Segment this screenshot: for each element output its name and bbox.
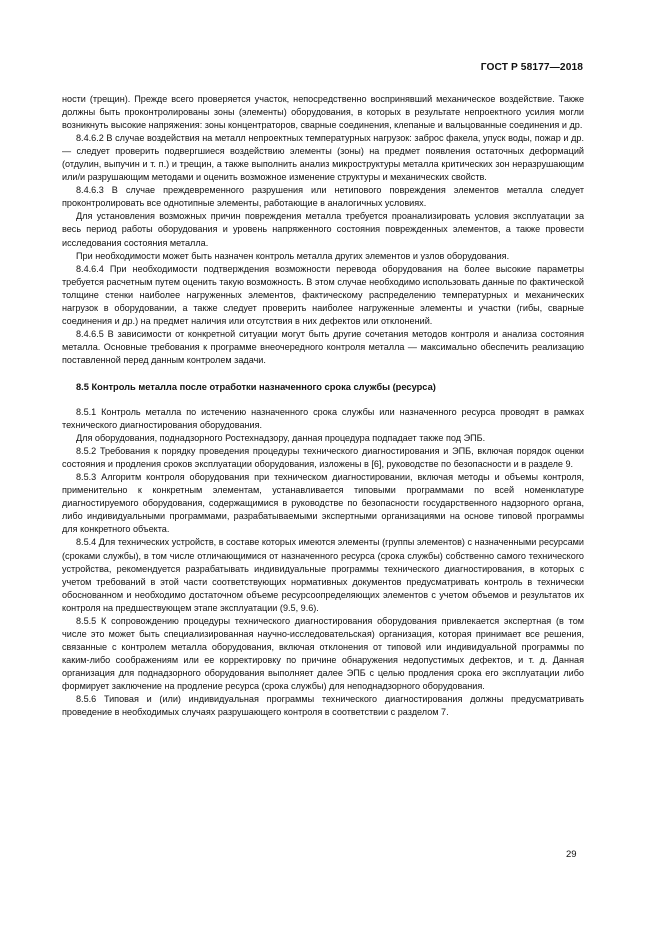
- paragraph-8-5-5: 8.5.5 К сопровождению процедуры технического диагностирования оборудования привлекается экспертная (в том числе это может быть специализированная научно-исследовательская) организация, которая принимает все решения, связанные с контролем металла оборудования, включая отклонения от типовой или индивидуальной программы по каким-либо соображениям или ее корректировку по причине обнаружения недопустимых дефектов, и т. д. Данная организация для поднадзорного оборудования выполняет далее ЭПБ с целью продления срока его эксплуатации либо формирует заключение на продление ресурса (срока службы) для неподнадзорного оборудования.: [62, 615, 584, 691]
- paragraph-8-4-6-4: 8.4.6.4 При необходимости подтверждения возможности перевода оборудования на более высокие параметры требуется расчетным путем оценить такую возможность. В этом случае необходимо использовать данные по фактической толщине стенки наиболее нагруженных элементов, фактическому распределению температурных и механических нагрузок в оборудовании, а также следует проверить наиболее нагруженные элементы и участки (гибы, сварные соединения и др.) на предмет наличия или отсутствия в них дефектов или отклонений.: [62, 263, 584, 326]
- paragraph-damage-causes: Для установления возможных причин повреждения металла требуется проанализировать условия эксплуатации за весь период работы оборудования и уровень напряженного состояния поврежденных элементов, а также провести исследования состояния металла.: [62, 211, 584, 248]
- paragraph-8-5-3: 8.5.3 Алгоритм контроля оборудования при техническом диагностировании, включая методы и объемы контроля, применительно к конкретным элементам, устанавливается типовыми программами по всей номенклатуре диагностируемого оборудования, содержащимися в руководстве по безопасности государственного надзорного органа, либо индивидуальными программами, разрабатываемыми экспертными организациями на основе типовой программы для конкретного объекта.: [62, 472, 584, 535]
- paragraph-rostekhnadzor: Для оборудования, поднадзорного Ростехнадзору, данная процедура подпадает также под ЭПБ.: [76, 433, 486, 444]
- paragraph-8-5-6: 8.5.6 Типовая и (или) индивидуальная программы технического диагностирования должны предусматривать проведение в необходимых случаях разрушающего контроля в соответствии с разделом 7.: [62, 694, 584, 718]
- standard-code-header: ГОСТ Р 58177—2018: [480, 62, 583, 73]
- paragraph-8-5-1: 8.5.1 Контроль металла по истечению назначенного срока службы или назначенного ресурса проводят в рамках технического диагностирования оборудования.: [62, 406, 584, 431]
- paragraph-additional-control: При необходимости может быть назначен контроль металла других элементов и узлов оборудования.: [76, 250, 510, 261]
- paragraph-8-4-6-3: 8.4.6.3 В случае преждевременного разрушения или нетипового повреждения элементов металла следует проконтролировать все однотипные элементы, работающие в аналогичных условиях.: [62, 185, 584, 209]
- paragraph-8-4-6-2: 8.4.6.2 В случае воздействия на металл непроектных температурных нагрузок: заброс факела, упуск воды, пожар и др. — следует проверить подвергшиеся воздействию элементы (зоны) на предмет появления остаточных деформаций (отдулин, выпучин и т. п.) и трещин, а также выполнить анализ микроструктуры металла критических зон неразрушающим или/и разрушающим методами и оценить возможное изменение структуры и механических свойств.: [62, 133, 584, 183]
- paragraph-8-5-2: 8.5.2 Требования к порядку проведения процедуры технического диагностирования и ЭПБ, включая порядок оценки состояния и продления сроков эксплуатации оборудования, изложены в [6], руководстве по безопасности и в разделе 9.: [62, 446, 584, 470]
- paragraph-8-5-4: 8.5.4 Для технических устройств, в составе которых имеются элементы (группы элементов) с назначенными ресурсами (сроками службы), в том числе отличающимися от назначенного ресурса (срока службы) собственно самого технического устройства, рекомендуется разрабатывать индивидуальные программы технического диагностирования, в которых с учетом требований в этой части соответствующих нормативных документов предусматривать контроль в технически обоснованном и необходимо достаточном объеме ресурсоопределяющих элементов с учетом объемов и результатов их контроля на предшествующем этапе эксплуатации (9.5, 9.6).: [62, 537, 584, 613]
- paragraph-8-4-6-5: 8.4.6.5 В зависимости от конкретной ситуации могут быть другие сочетания методов контроля и анализа состояния металла. Основные требования к программе внеочередного контроля металла — максимально обеспечить реализацию поставленной перед данным контролем задачи.: [62, 328, 584, 365]
- body-text: [62, 93, 584, 719]
- section-heading-8-5: 8.5 Контроль металла после отработки назначенного срока службы (ресурса): [76, 381, 436, 392]
- page-number: 29: [566, 849, 577, 860]
- paragraph-continuation: ности (трещин). Прежде всего проверяется участок, непосредственно воспринявший механическое воздействие. Также должны быть проконтролированы зоны (элементы) оборудования, в которых в результате непроектного усилия могли возникнуть высокие напряжения: зоны концентраторов, сварные соединения, клепаные и вальцованные соединения и др.: [62, 94, 584, 131]
